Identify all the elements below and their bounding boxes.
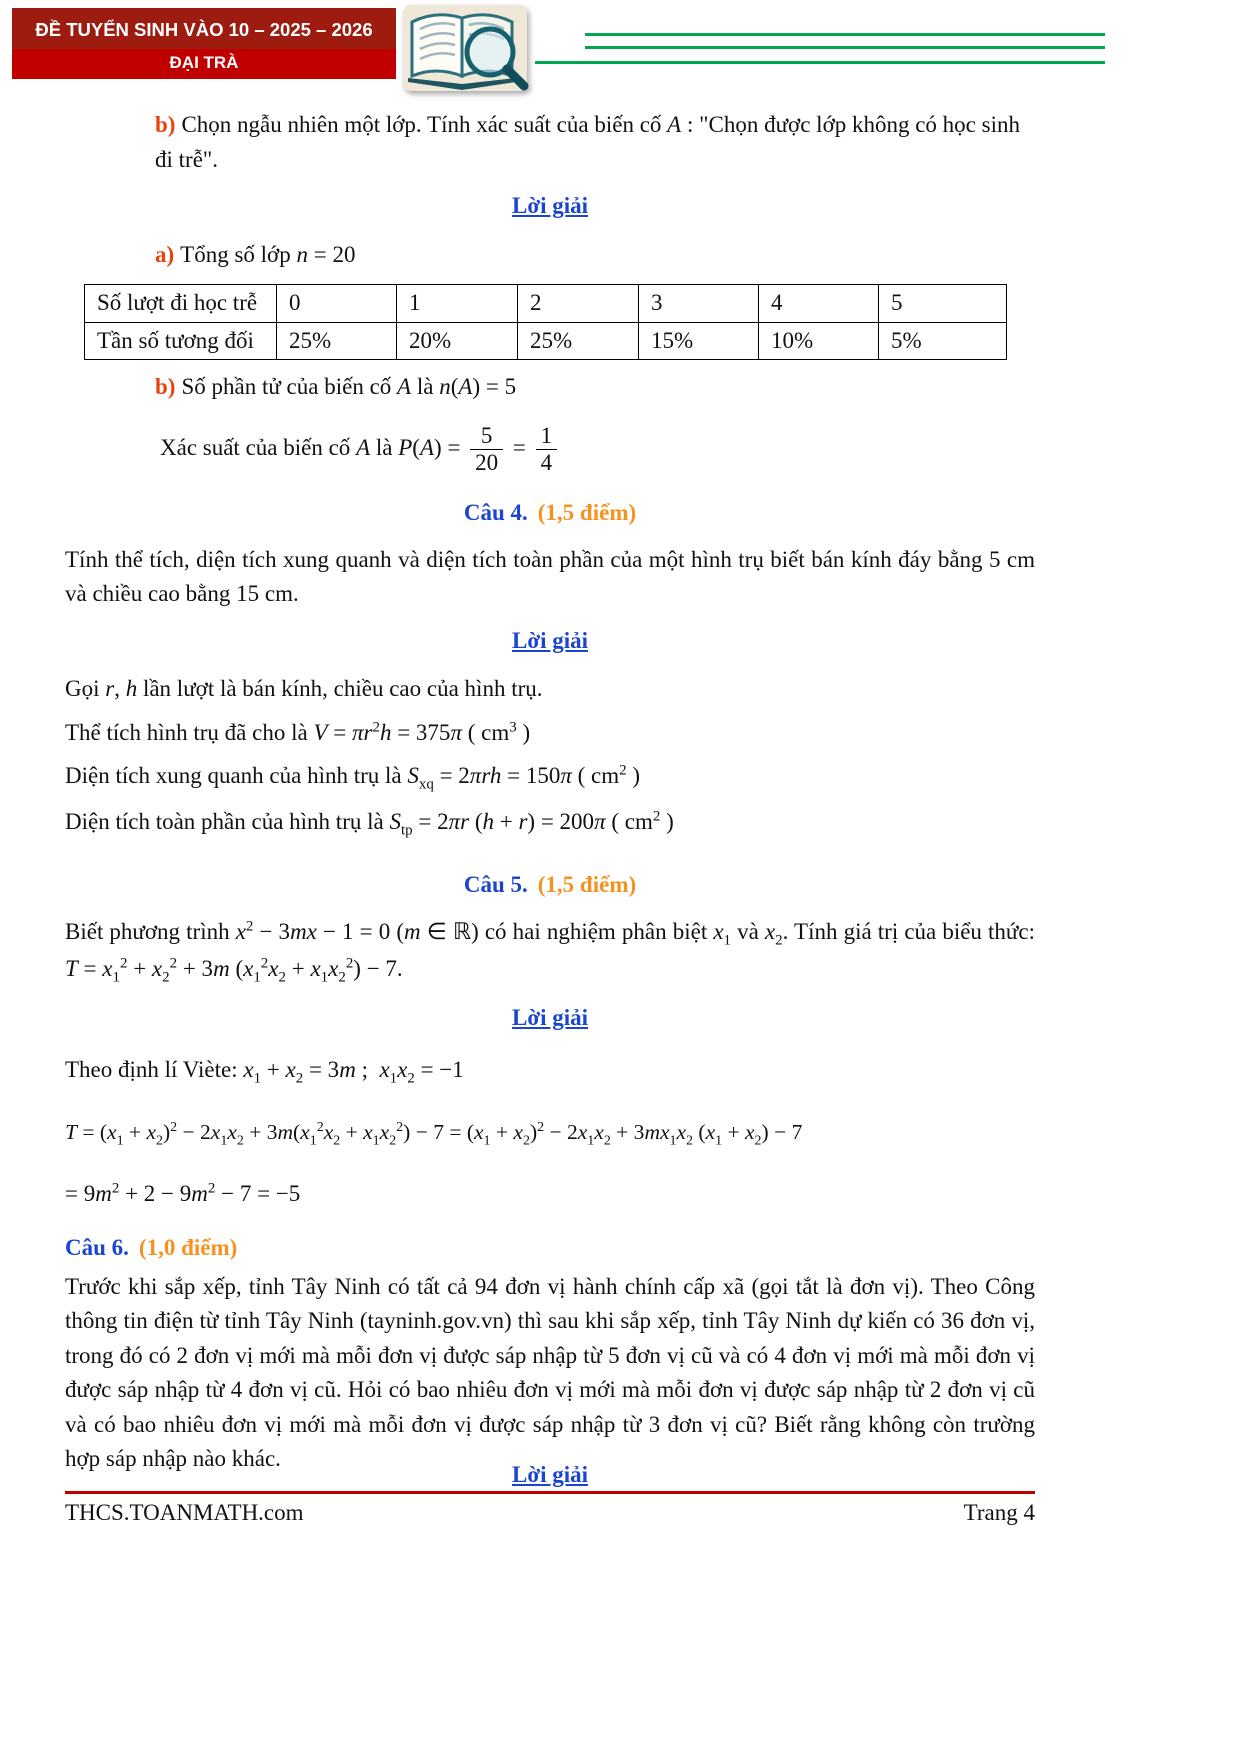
decorative-green-line	[535, 61, 1105, 64]
question-6-label: Câu 6.	[65, 1235, 129, 1261]
solution-4-line-3: Diện tích xung quanh của hình trụ là $S_{xq} = 2\pi rh = 150\pi$ ( $cm^2$ )	[65, 762, 641, 793]
table-cell: 4	[759, 285, 879, 323]
question-5-label: Câu 5.	[463, 872, 528, 898]
solution-heading: Lời giải	[512, 1004, 588, 1030]
t-expansion-equation: $T = (x_1 + x_2)^2 - 2x_1x_2 + 3m(x_1^2x_2 + x_1x_2^2) - 7 = (x_1 + x_2)^2 - 2x_1x_2 + 3mx_1x_2$ $(x_1 + x_2) - 7$	[65, 1120, 803, 1149]
table-cell: 0	[277, 285, 397, 323]
table-cell: 3	[639, 285, 759, 323]
table-cell: 1	[397, 285, 518, 323]
question-4-heading	[65, 496, 1035, 531]
question-4-statement: Tính thể tích, diện tích xung quanh và diện tích toàn phần của một hình trụ biết bán kính đáy bằng 5 cm và chiều cao bằng 15 cm.	[65, 546, 1035, 607]
title-banner	[12, 8, 396, 79]
question-4-label: Câu 4.	[463, 500, 528, 526]
book-magnifier-logo-icon	[398, 2, 532, 94]
question-6-heading	[65, 1231, 1035, 1266]
table-cell: 15%	[639, 322, 759, 360]
question-4-points: (1,5 điểm)	[537, 500, 637, 526]
frequency-table	[84, 284, 1007, 360]
solution-3b-line	[155, 370, 1035, 405]
question-5-heading	[65, 868, 1035, 903]
decorative-green-line	[585, 46, 1105, 49]
item-marker-b: b)	[155, 112, 176, 137]
document-body	[65, 102, 1035, 1477]
table-cell: 20%	[397, 322, 518, 360]
question-5-statement: Biết phương trình $x^2 - 3mx - 1 = 0$ (m ∈ ℝ) có hai nghiệm phân biệt $x_1$ và $x_2$. Tính giá trị của biểu thức: $T = x_1^2 + x_2^2 + 3m$ $(x_1^2x_2 + x_1x_2^2) - 7$.	[65, 918, 1035, 986]
banner-subtitle: ĐẠI TRÀ	[12, 49, 396, 79]
item-marker-b: b)	[155, 374, 176, 399]
table-cell: Tần số tương đối	[85, 322, 277, 360]
table-cell: 25%	[518, 322, 639, 360]
solution-3a-body: Tổng số lớp n = 20	[180, 241, 356, 267]
question-6-points: (1,0 điểm)	[138, 1235, 238, 1261]
item-marker-a: a)	[155, 241, 175, 267]
question-6-statement: Trước khi sắp xếp, tỉnh Tây Ninh có tất cả 94 đơn vị hành chính cấp xã (gọi tắt là đơn vị). Theo Công thông tin điện từ tỉnh Tây Ninh (tayninh.gov.vn) thì sau khi sắp xếp, tỉnh Tây Ninh dự kiến có 36 đơn vị, trong đó có 2 đơn vị mới mà mỗi đơn vị được sáp nhập từ 5 đơn vị cũ và có 4 đơn vị mới mà mỗi đơn vị được sáp nhập từ 4 đơn vị cũ. Hỏi có bao nhiêu đơn vị mới mà mỗi đơn vị được sáp nhập từ 2 đơn vị cũ và có bao nhiêu đơn vị mới mà mỗi đơn vị được sáp nhập từ 3 đơn vị cũ? Biết rằng không còn trường hợp sáp nhập nào khác.	[65, 1273, 1035, 1472]
t-result-equation: = $9m^2 + 2 - 9m^2 - 7 = -5$	[65, 1180, 301, 1206]
solution-heading: Lời giải	[512, 1462, 588, 1487]
table-cell: 10%	[759, 322, 879, 360]
footer-page-number: Trang 4	[963, 1500, 1035, 1525]
solution-3a-line	[155, 238, 1035, 273]
solution-4-line-4: Diện tích toàn phần của hình trụ là $S_{tp} = 2\pi r$ (h + r) = 200π ( $cm^2$ )	[65, 808, 674, 839]
footer	[65, 1500, 1035, 1526]
table-cell: 5	[879, 285, 1007, 323]
viete-line: Theo định lí Viète: $x_1 + x_2 = 3m$ ; $x_1x_2 = -1$	[65, 1057, 464, 1088]
solution-heading: Lời giải	[512, 627, 588, 653]
solution-4-line-2: Thể tích hình trụ đã cho là $V = \pi r^2h = 375\pi$ ( $cm^3$ )	[65, 719, 531, 745]
table-row	[85, 322, 1007, 360]
solution-3b-body: Số phần tử của biến cố A là n(A) = 5	[181, 374, 517, 399]
table-cell: Số lượt đi học trễ	[85, 285, 277, 323]
table-row	[85, 285, 1007, 323]
probability-line: Xác suất của biến cố A là P(A) = $\frac{5}{20}$ = $\frac{1}{4}$	[160, 423, 1035, 477]
table-cell: 2	[518, 285, 639, 323]
table-cell: 5%	[879, 322, 1007, 360]
question-5-points: (1,5 điểm)	[537, 872, 637, 898]
table-cell: 25%	[277, 322, 397, 360]
decorative-green-line	[585, 33, 1105, 36]
banner-title: ĐỀ TUYỂN SINH VÀO 10 – 2025 – 2026	[12, 8, 396, 49]
question-3b-text	[155, 108, 1035, 177]
question-3b-body: Chọn ngẫu nhiên một lớp. Tính xác suất của biến cố A : "Chọn được lớp không có học sinh đi trễ".	[155, 112, 1020, 172]
solution-4-line-1: Gọi r, h lần lượt là bán kính, chiều cao của hình trụ.	[65, 676, 543, 702]
solution-heading: Lời giải	[512, 193, 588, 218]
footer-rule	[65, 1491, 1035, 1494]
footer-site-name: THCS.TOANMATH.com	[65, 1500, 304, 1525]
